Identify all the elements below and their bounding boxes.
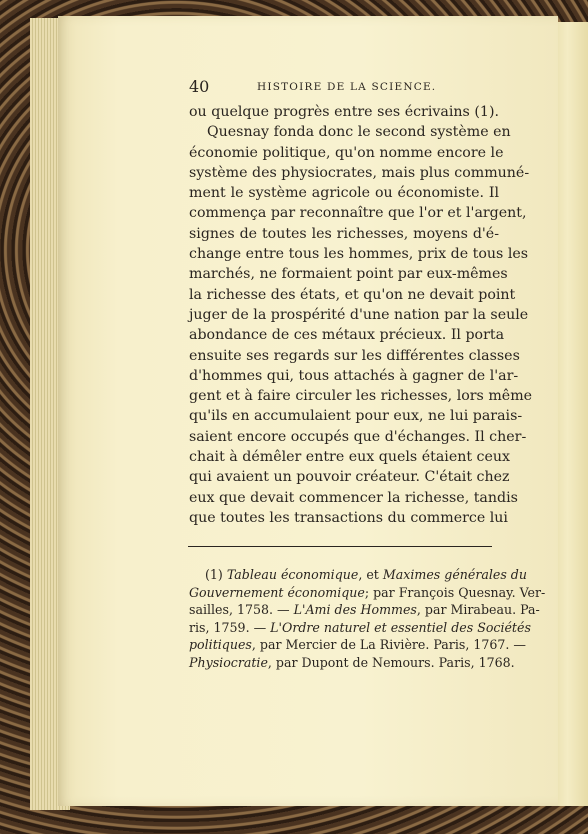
footnote-text: , par Mercier de La Rivière. Paris, 1767. —: [251, 637, 526, 653]
running-title: HISTOIRE DE LA SCIENCE.: [257, 81, 437, 93]
text-line: que toutes les transactions du commerce lui: [189, 509, 508, 526]
footnote-text: , par Dupont de Nemours. Paris, 1768.: [267, 654, 515, 670]
text-line: ment le système agricole ou économiste. Il: [189, 185, 499, 202]
footnote-title: L'Ordre naturel et essentiel des Sociétés: [270, 619, 531, 635]
text-line: Quesnay fonda donc le second système en: [207, 124, 511, 141]
footnote-text: sailles, 1758. —: [189, 602, 294, 618]
text-line: marchés, ne formaient point par eux-mêmes: [189, 266, 508, 283]
footnote: [189, 566, 546, 672]
text-line: la richesse des états, et qu'on ne devait point: [189, 286, 516, 303]
footnote-title: politiques: [189, 637, 252, 653]
footnote-title: Physiocratie: [189, 654, 268, 670]
text-line: change entre tous les hommes, prix de tous les: [189, 246, 529, 263]
text-line: qui avaient un pouvoir créateur. C'était chez: [189, 469, 510, 486]
footnote-line: [189, 636, 526, 654]
text-line: ou quelque progrès entre ses écrivains (1).: [189, 104, 499, 120]
text-line: gent et à faire circuler les richesses, lors même: [189, 388, 533, 405]
footnote-line: [189, 601, 540, 619]
footnote-text: , par Mirabeau. Pa-: [416, 602, 540, 618]
footnote-line: [189, 584, 546, 602]
page-header: [189, 77, 499, 99]
page-number: 40: [189, 77, 210, 96]
footnote-line: [189, 566, 527, 584]
footnote-rule: [188, 546, 492, 547]
body-text: [189, 102, 533, 528]
text-line: qu'ils en accumulaient pour eux, ne lui parais-: [189, 408, 523, 425]
text-line: signes de toutes les richesses, moyens d'é-: [189, 225, 499, 242]
footnote-line: [189, 654, 515, 672]
text-line: économie politique, qu'on nomme encore le: [189, 144, 504, 161]
footnote-text: ; par François Quesnay. Ver-: [364, 584, 546, 600]
text-line: ensuite ses regards sur les différentes classes: [189, 347, 520, 364]
text-line: système des physiocrates, mais plus communé-: [189, 164, 530, 181]
footnote-text: , et: [358, 567, 383, 582]
footnote-text: ris, 1759. —: [189, 619, 271, 635]
text-line: eux que devait commencer la richesse, tandis: [189, 489, 518, 506]
text-line: abondance de ces métaux précieux. Il porta: [189, 327, 505, 344]
text-line: commença par reconnaître que l'or et l'argent,: [189, 205, 527, 222]
footnote-marker: (1): [205, 567, 227, 582]
text-line: saient encore occupés que d'échanges. Il cher-: [189, 428, 527, 445]
footnote-title: Gouvernement économique: [189, 584, 365, 600]
footnote-line: [189, 619, 531, 637]
footnote-title: Maximes générales du: [382, 567, 527, 582]
footnote-title: L'Ami des Hommes: [293, 602, 417, 618]
footnote-title: Tableau économique: [226, 567, 359, 582]
text-line: d'hommes qui, tous attachés à gagner de l'ar-: [189, 367, 519, 384]
text-line: chait à démêler entre eux quels étaient ceux: [189, 449, 511, 466]
text-line: juger de la prospérité d'une nation par la seule: [189, 306, 529, 323]
